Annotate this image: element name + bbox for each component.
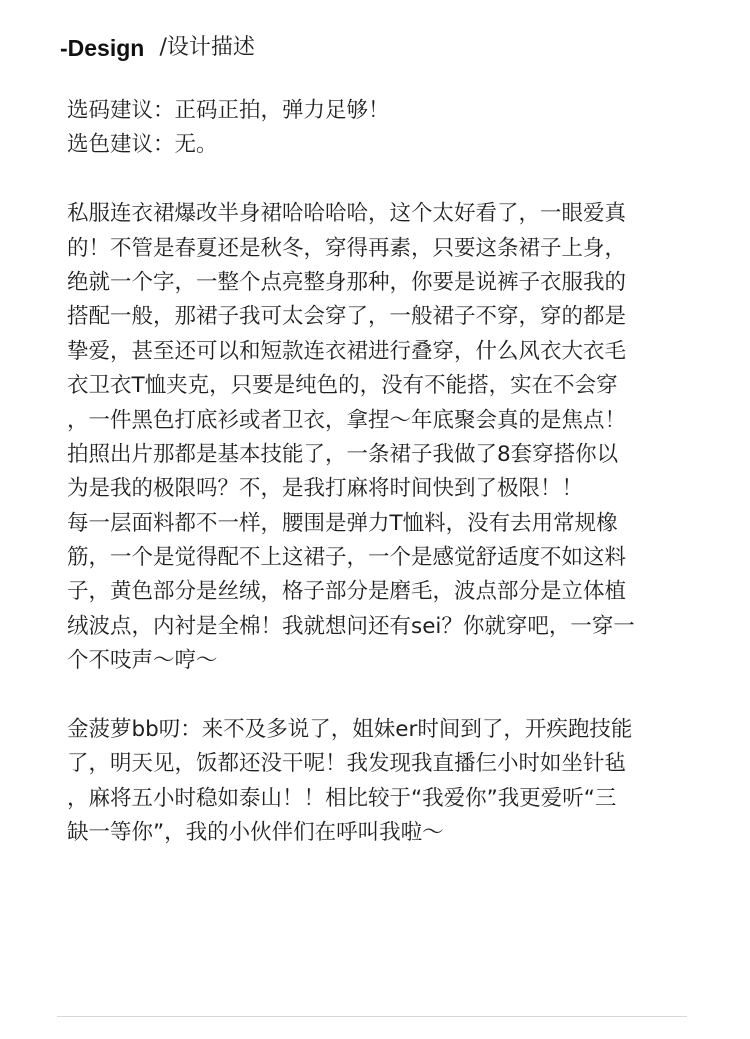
description-line: 绒波点，内衬是全棉！我就想问还有sei？你就穿吧，一穿一 (67, 613, 635, 639)
description-paragraph (67, 197, 687, 678)
description-line: 拍照出片那都是基本技能了，一条裙子我做了8套穿搭你以 (67, 441, 619, 467)
bottom-divider (57, 1016, 687, 1017)
paragraph-spacer (67, 679, 687, 713)
section-title-en: -Design (60, 35, 145, 61)
description-line: 筋，一个是觉得配不上这裙子，一个是感觉舒适度不如这料 (67, 545, 627, 571)
description-line: 为是我的极限吗？不，是我打麻将时间快到了极限！！ (67, 476, 584, 502)
designer-note-paragraph (67, 713, 687, 851)
paragraph-spacer (67, 163, 687, 197)
description-line: 个不吱声～哼～ (67, 648, 218, 674)
section-header (60, 30, 255, 70)
note-line: ，麻将五小时稳如泰山！！相比较于“我爱你”我更爱听“三 (67, 785, 617, 811)
section-title-cn: /设计描述 (159, 35, 255, 60)
description-line: 子，黄色部分是丝绒，格子部分是磨毛，波点部分是立体植 (67, 579, 627, 605)
color-advice: 选色建议：无。 (67, 132, 218, 158)
description-line: 的！不管是春夏还是秋冬，穿得再素，只要这条裙子上身， (67, 235, 627, 261)
description-line: 绝就一个字，一整个点亮整身那种，你要是说裤子衣服我的 (67, 269, 627, 295)
description-line: 每一层面料都不一样，腰围是弹力T恤料，没有去用常规橡 (67, 510, 618, 536)
description-line: 私服连衣裙爆改半身裙哈哈哈哈，这个太好看了，一眼爱真 (67, 201, 627, 227)
description-line: 搭配一般，那裙子我可太会穿了，一般裙子不穿，穿的都是 (67, 304, 627, 330)
design-description (67, 94, 687, 851)
note-line: 金菠萝bb叨：来不及多说了，姐妹er时间到了，开疾跑技能 (67, 717, 633, 743)
note-line: 了，明天见，饭都还没干呢！我发现我直播仨小时如坐针毡 (67, 751, 627, 777)
description-line: 衣卫衣T恤夹克，只要是纯色的，没有不能搭，实在不会穿 (67, 373, 618, 399)
note-line: 缺一等你”，我的小伙伴们在呼叫我啦～ (67, 820, 444, 846)
description-line: 挚爱，甚至还可以和短款连衣裙进行叠穿，什么风衣大衣毛 (67, 338, 627, 364)
sizing-advice: 选码建议：正码正拍，弹力足够！ (67, 98, 390, 123)
description-line: ，一件黑色打底衫或者卫衣，拿捏～年底聚会真的是焦点！ (67, 407, 627, 433)
